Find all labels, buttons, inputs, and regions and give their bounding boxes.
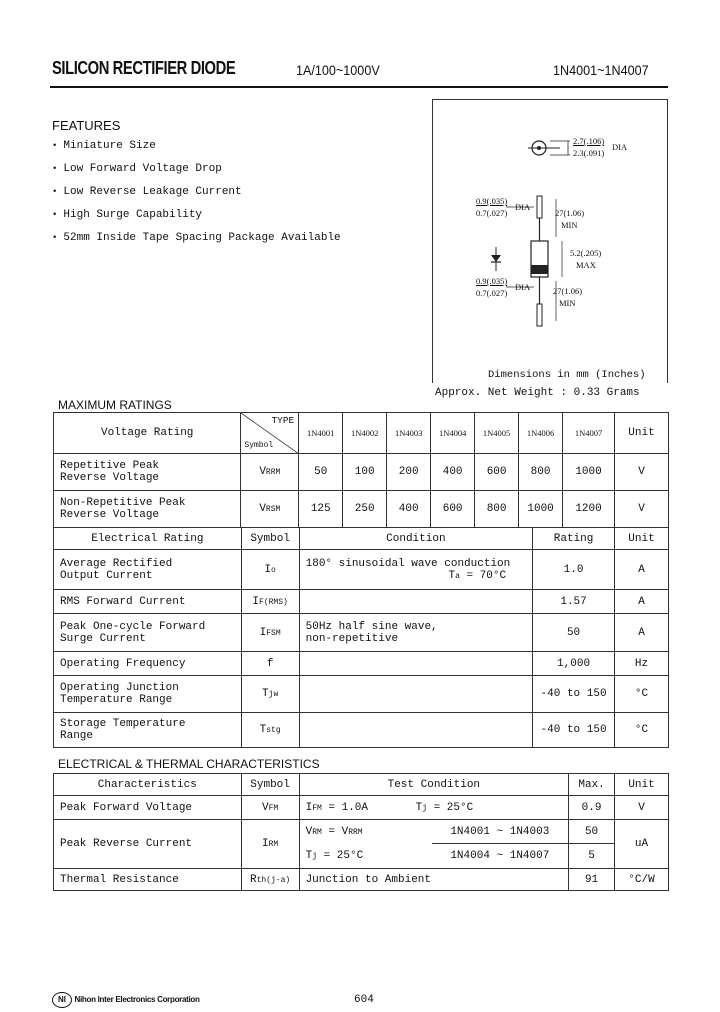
table-row [54,454,669,491]
row-condition [299,713,532,748]
unit-header: Unit [614,413,668,454]
unit-cell: °C [615,676,669,713]
row-symbol: Rth(j-a) [241,869,299,891]
row-condition [299,590,532,614]
voltage-rating-header: Voltage Rating [54,413,241,454]
type-1n4001: 1N4001 [299,413,343,454]
feature-item: • High Surge Capability [52,207,341,230]
value-cell: 250 [343,491,387,528]
cathode-band [531,265,548,274]
type-label: TYPE [271,415,295,426]
value-cell: 400 [431,454,475,491]
dim-len-min-bottom: 27(1.06) [553,286,583,296]
max-ratings-heading: MAXIMUM RATINGS [58,398,172,412]
value-cell: 1000 [563,454,615,491]
electrical-characteristics-table [53,773,669,891]
row-condition: VRM = VRRM Tj = 25°C 1N4001 ~ 1N4003 1N4004 ~ 1N4007 [299,820,569,869]
end-view-center [537,146,541,150]
dim-len-min-top: 27(1.06) [555,208,585,218]
dim-lead-dia-label: DIA [515,202,531,212]
dim-body-len: 5.2(.205) [570,248,602,258]
row-condition: Junction to Ambient [299,869,569,891]
unit-cell: °C [615,713,669,748]
dim-lead-dia-3: 0.9(.035) [476,276,508,286]
value-cell: 1200 [563,491,615,528]
value-cell: 600 [431,491,475,528]
value-cell: 50 [299,454,343,491]
unit-cell: A [615,614,669,652]
test-condition-header: Test Condition [299,774,569,796]
bottom-lead [537,304,542,326]
max-cell: 50 5 [569,820,615,869]
unit-cell: A [615,590,669,614]
table-row [54,676,669,713]
features-list [52,138,341,253]
row-name: Thermal Resistance [54,869,242,891]
header-rule [50,86,668,88]
rating-summary: 1A/100~1000V [296,62,380,78]
row-name: Storage Temperature Range [54,713,242,748]
net-weight: Approx. Net Weight : 0.33 Grams [435,387,640,399]
rating-cell: 1,000 [533,652,615,676]
rating-cell: 1.57 [533,590,615,614]
row-name: RMS Forward Current [54,590,242,614]
dim-lead-dia-4: 0.7(.027) [476,288,508,298]
condition-header: Condition [299,528,532,550]
row-symbol: IFSM [241,614,299,652]
range-2: 1N4004 ~ 1N4007 [450,850,550,862]
row-symbol: VRSM [241,491,299,528]
feature-item: • Low Forward Voltage Drop [52,161,341,184]
company-logo-icon: NI [52,992,72,1008]
unit-header: Unit [615,528,669,550]
row-name: Operating Junction Temperature Range [54,676,242,713]
company-logo [52,992,200,1008]
row-condition: IFM = 1.0A Tj = 25°C [299,796,569,820]
table-row [54,590,669,614]
dim-lead-dia-1: 0.9(.035) [476,196,508,206]
row-name: Peak One-cycle Forward Surge Current [54,614,242,652]
dim-min-label-top: MIN [561,220,578,230]
row-condition: 180° sinusoidal wave conduction Ta = 70°C [299,550,532,590]
max-cell: 0.9 [569,796,615,820]
electrical-heading: ELECTRICAL & THERMAL CHARACTERISTICS [58,757,320,771]
rating-cell: 1.0 [533,550,615,590]
symbol-label: Symbol [244,441,274,450]
table-row [54,491,669,528]
diode-symbol-icon [491,255,501,262]
row-name: Operating Frequency [54,652,242,676]
max-header: Max. [569,774,615,796]
dim-max-label: MAX [576,260,596,270]
unit-cell: V [615,796,669,820]
type-symbol-cell [241,413,299,454]
type-1n4003: 1N4003 [387,413,431,454]
type-1n4005: 1N4005 [475,413,519,454]
row-symbol: IRM [241,820,299,869]
row-symbol: Tjw [241,676,299,713]
dim-min-label-bottom: MIN [559,298,576,308]
feature-item: • 52mm Inside Tape Spacing Package Available [52,230,341,253]
unit-cell: V [614,491,668,528]
table-row [54,796,669,820]
unit-cell: °C/W [615,869,669,891]
unit-cell: A [615,550,669,590]
max-ratings-table [53,412,669,528]
dim-lead-dia-label-2: DIA [515,282,531,292]
range-1: 1N4001 ~ 1N4003 [432,820,569,844]
dim-lead-dia-2: 0.7(.027) [476,208,508,218]
value-cell: 400 [387,491,431,528]
row-symbol: f [241,652,299,676]
features-heading: FEATURES [52,118,121,133]
value-cell: 1000 [519,491,563,528]
type-1n4007: 1N4007 [563,413,615,454]
row-symbol: Io [241,550,299,590]
max-cell: 91 [569,869,615,891]
row-name: Average Rectified Output Current [54,550,242,590]
type-1n4006: 1N4006 [519,413,563,454]
feature-item: • Low Reverse Leakage Current [52,184,341,207]
value-cell: 100 [343,454,387,491]
symbol-header: Symbol [241,774,299,796]
dimensions-note: Dimensions in mm (Inches) [488,369,646,381]
electrical-ratings-table [53,527,669,748]
type-1n4002: 1N4002 [343,413,387,454]
value-cell: 800 [475,491,519,528]
dim-dia-top-1: 2.7(.106) [573,136,605,146]
top-lead [537,196,542,218]
row-name: Repetitive Peak Reverse Voltage [54,454,241,491]
document-title: SILICON RECTIFIER DIODE [52,58,236,78]
table-row [54,614,669,652]
value-cell: 800 [519,454,563,491]
row-symbol: IF(RMS) [241,590,299,614]
page-number: 604 [354,994,374,1006]
table-header-row [54,774,669,796]
row-condition [299,652,532,676]
row-symbol: VRRM [241,454,299,491]
row-name: Peak Reverse Current [54,820,242,869]
unit-cell: uA [615,820,669,869]
part-range: 1N4001~1N4007 [553,62,649,78]
unit-header: Unit [615,774,669,796]
unit-cell: V [614,454,668,491]
rating-cell: -40 to 150 [533,676,615,713]
feature-item: • Miniature Size [52,138,341,161]
table-header-row [54,528,669,550]
characteristics-header: Characteristics [54,774,242,796]
company-name: Nihon Inter Electronics Corporation [74,995,200,1004]
row-condition [299,676,532,713]
table-row [54,713,669,748]
table-row [54,869,669,891]
max-ratings-type-row [54,413,669,454]
dim-dia-top-2: 2.3(.091) [573,148,605,158]
rating-cell: -40 to 150 [533,713,615,748]
value-cell: 125 [299,491,343,528]
row-symbol: VFM [241,796,299,820]
rating-cell: 50 [533,614,615,652]
dim-dia-label: DIA [612,142,628,152]
symbol-header: Symbol [241,528,299,550]
table-row [54,820,669,869]
rating-header: Rating [533,528,615,550]
unit-cell: Hz [615,652,669,676]
row-symbol: Tstg [241,713,299,748]
value-cell: 600 [475,454,519,491]
table-row [54,550,669,590]
value-cell: 200 [387,454,431,491]
row-name: Non-Repetitive Peak Reverse Voltage [54,491,241,528]
type-1n4004: 1N4004 [431,413,475,454]
table-row [54,652,669,676]
package-drawing [432,99,668,369]
electrical-rating-header: Electrical Rating [54,528,242,550]
row-condition: 50Hz half sine wave, non-repetitive [299,614,532,652]
row-name: Peak Forward Voltage [54,796,242,820]
